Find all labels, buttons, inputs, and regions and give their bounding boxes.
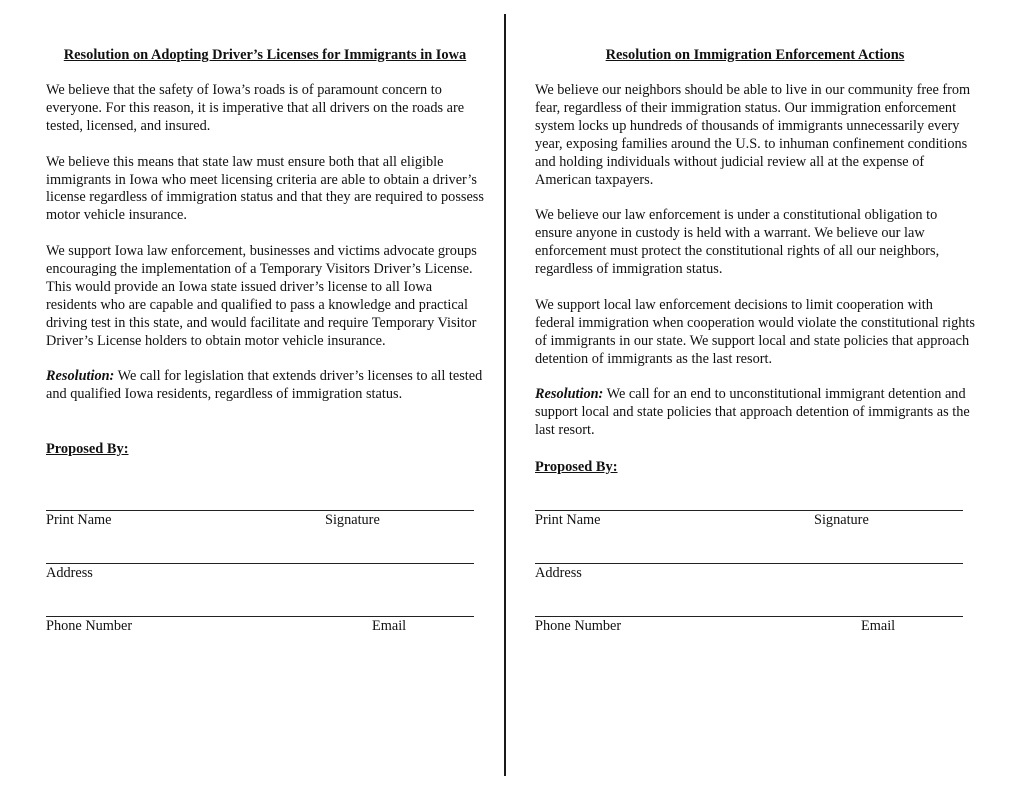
right-resolution-label: Resolution: <box>535 386 604 403</box>
left-address-line <box>46 563 474 565</box>
left-resolution-text: We call for legislation that extends driver’s licenses to all tested and qualified Iowa residents, regardless of immigration status. <box>46 368 483 403</box>
left-resolution-label: Resolution: <box>46 368 115 385</box>
right-paragraph-2: We believe our law enforcement is under a constitutional obligation to ensure anyone in custody is held with a warrant. We believe our law enforcement must protect the constitutional rights of all our neighbors, regardless of immigration status. <box>535 207 940 278</box>
left-title: Resolution on Adopting Driver’s Licenses for Immigrants in Iowa <box>63 47 467 63</box>
right-paragraph-3: We support local law enforcement decisions to limit cooperation with federal immigration when cooperation would violate the constitutional rights of immigrants in our state. We support local and state policies that approach detention of immigrants as the last resort. <box>535 296 975 367</box>
left-proposed-by: Proposed By: <box>46 441 129 458</box>
left-paragraph-2: We believe this means that state law must ensure both that all eligible immigrants in Iowa who meet licensing criteria are able to obtain a driver’s license regardless of immigration status and that they are required to possess motor vehicle insurance. <box>46 153 484 224</box>
left-paragraph-1: We believe that the safety of Iowa’s roads is of paramount concern to everyone. For this reason, it is imperative that all drivers on the roads are tested, licensed, and insured. <box>46 82 465 134</box>
right-resolution-text: We call for an end to unconstitutional immigrant detention and support local and state policies that approach detention of immigrants as the last resort. <box>535 386 970 439</box>
right-proposed-by: Proposed By: <box>535 458 618 475</box>
left-print-name-label: Print Name <box>46 512 112 528</box>
left-resolution-statement <box>46 368 486 404</box>
right-signature-label: Signature <box>814 512 869 528</box>
left-phone-label: Phone Number <box>46 618 133 634</box>
left-signature-label: Signature <box>325 512 380 528</box>
right-address-label: Address <box>535 565 582 581</box>
right-print-name-label: Print Name <box>535 512 601 528</box>
left-resolution <box>46 46 486 634</box>
right-email-label: Email <box>861 618 896 634</box>
right-resolution-statement <box>535 386 975 440</box>
left-paragraph-3: We support Iowa law enforcement, businesses and victims advocate groups encouraging the implementation of a Temporary Visitors Driver’s License. This would provide an Iowa state issued driver’s license to all Iowa residents who are capable and qualified to pass a knowledge and practical driving test in this state, and would facilitate and require Temporary Visitor Driver’s License holders to obtain motor vehicle insurance. <box>46 243 477 349</box>
left-address-label: Address <box>46 565 93 581</box>
right-paragraph-1: We believe our neighbors should be able to live in our community free from fear, regardless of their immigration status. Our immigration enforcement system locks up hundreds of thousands of immigrants unnecessarily every year, exposing families around the U.S. to inhuman confinement conditions and holding individuals without judicial review all at the expense of American taxpayers. <box>535 82 971 188</box>
right-title: Resolution on Immigration Enforcement Actions <box>605 47 905 63</box>
left-email-label: Email <box>372 618 407 634</box>
right-address-line <box>535 563 963 565</box>
column-divider <box>504 14 506 776</box>
right-phone-label: Phone Number <box>535 618 622 634</box>
right-resolution <box>535 46 975 634</box>
